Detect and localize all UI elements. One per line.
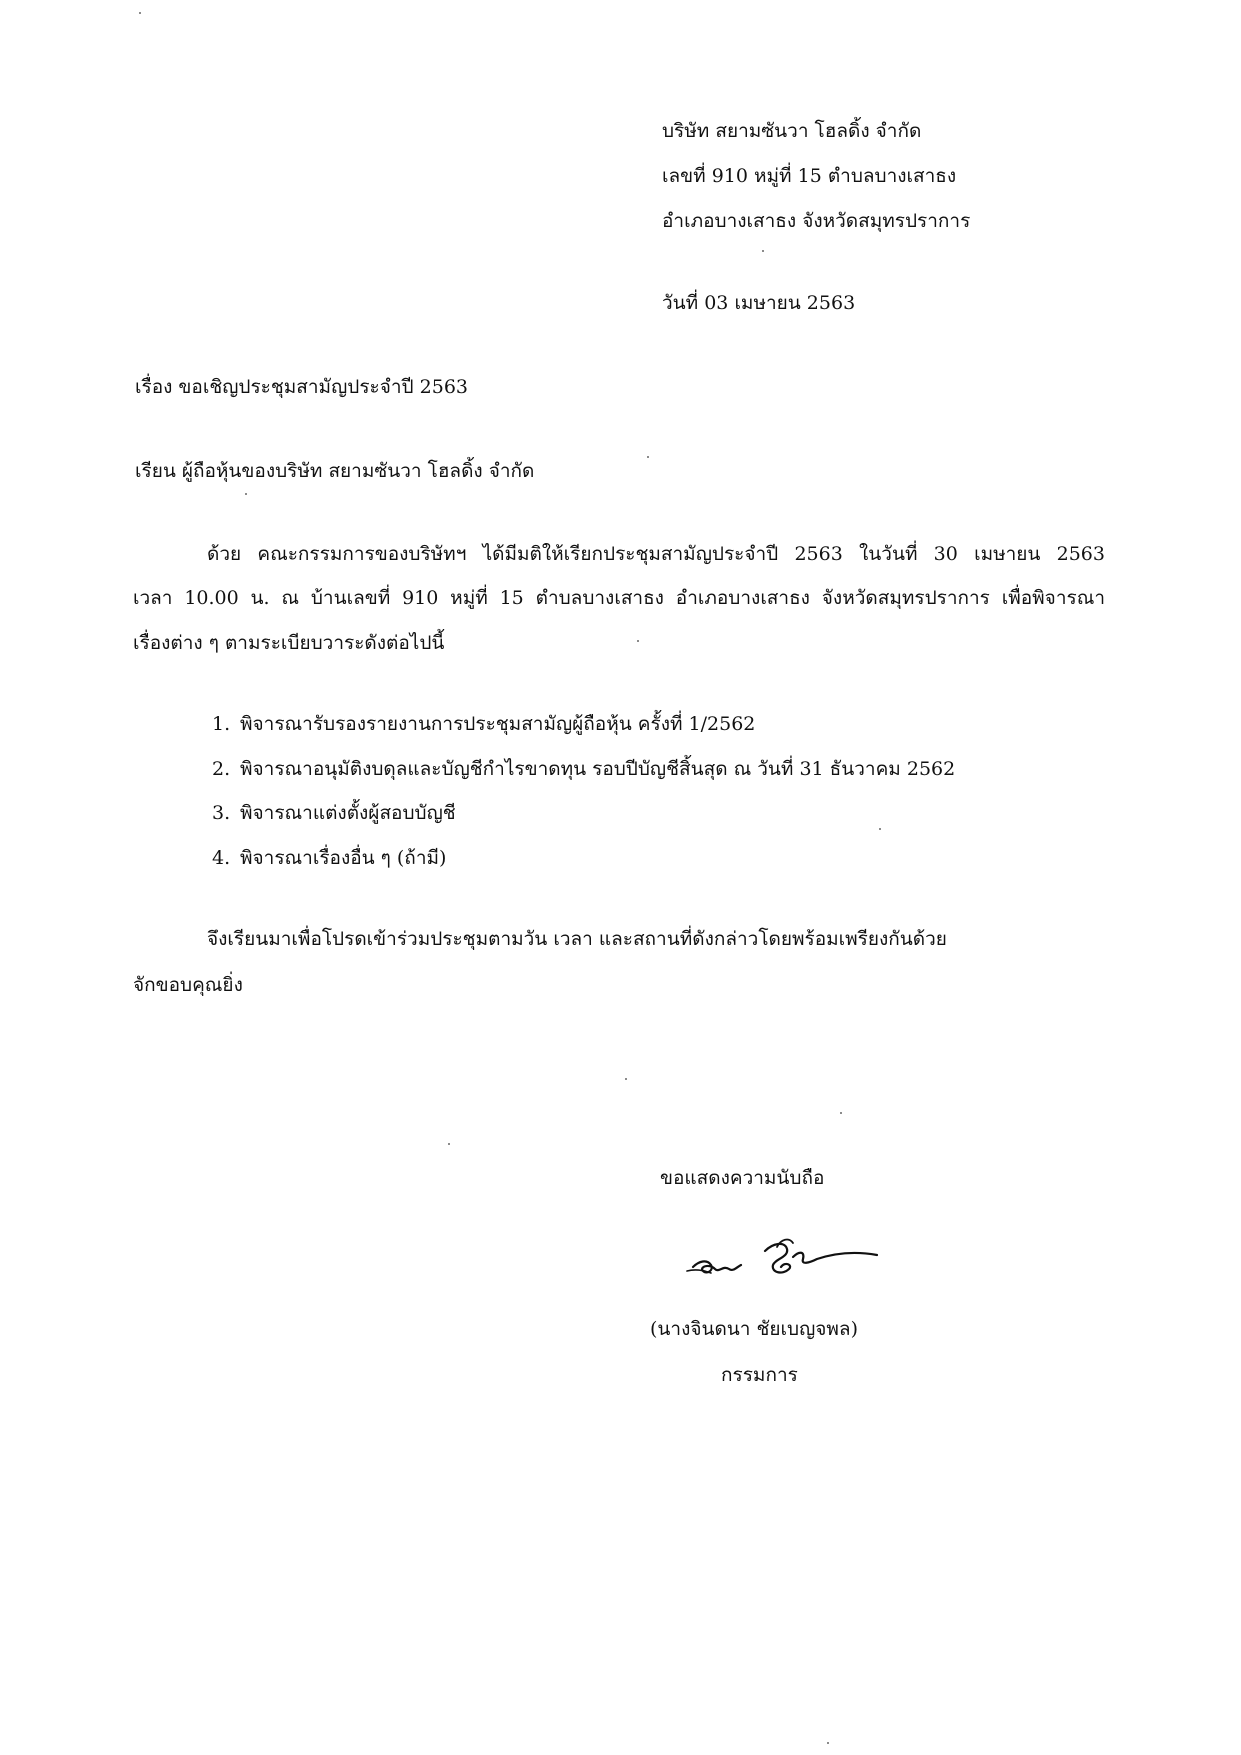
signatory-title: กรรมการ	[721, 1364, 798, 1386]
closing-line2: จักขอบคุณยิ่ง	[133, 974, 243, 996]
letter-recipient: เรียน ผู้ถือหุ้นของบริษัท สยามซันวา โฮลดิ้ง จำกัด	[135, 460, 535, 482]
agenda-item-number: 3.	[212, 802, 231, 824]
letter-subject: เรื่อง ขอเชิญประชุมสามัญประจำปี 2563	[135, 376, 469, 398]
agenda-item-text: พิจารณาอนุมัติงบดุลและบัญชีกำไรขาดทุน รอบปีบัญชีสิ้นสุด ณ วันที่ 31 ธันวาคม 2562	[240, 758, 956, 780]
closing-line1: จึงเรียนมาเพื่อโปรดเข้าร่วมประชุมตามวัน เวลา และสถานที่ดังกล่าวโดยพร้อมเพรียงกันด้วย	[207, 928, 947, 950]
scan-speck	[637, 640, 639, 642]
scan-speck	[647, 456, 649, 458]
agenda-item-text: พิจารณาเรื่องอื่น ๆ (ถ้ามี)	[240, 847, 447, 869]
scan-speck	[840, 1112, 842, 1114]
company-address-line2: อำเภอบางเสาธง จังหวัดสมุทรปราการ	[662, 210, 971, 232]
scan-speck	[625, 1078, 627, 1080]
signatory-name: (นางจินดนา ชัยเบญจพล)	[650, 1318, 858, 1340]
agenda-item-number: 2.	[212, 758, 231, 780]
body-paragraph-line1: ด้วย คณะกรรมการของบริษัทฯ ได้มีมติให้เรียกประชุมสามัญประจำปี 2563 ในวันที่ 30 เมษายน 2563	[207, 543, 1105, 565]
scan-speck	[139, 12, 141, 14]
regards-text: ขอแสดงความนับถือ	[660, 1167, 825, 1189]
letter-date: วันที่ 03 เมษายน 2563	[662, 292, 856, 314]
scan-speck	[245, 493, 247, 495]
agenda-item-number: 1.	[212, 713, 231, 735]
scan-speck	[827, 1742, 829, 1744]
handwritten-signature	[685, 1225, 885, 1295]
scan-speck	[879, 828, 881, 830]
agenda-item-text: พิจารณารับรองรายงานการประชุมสามัญผู้ถือหุ้น ครั้งที่ 1/2562	[240, 713, 756, 735]
company-address-line1: เลขที่ 910 หมู่ที่ 15 ตำบลบางเสาธง	[662, 165, 957, 187]
agenda-item-number: 4.	[212, 847, 231, 869]
scan-speck	[762, 250, 764, 252]
body-paragraph-line2: เวลา 10.00 น. ณ บ้านเลขที่ 910 หมู่ที่ 15 ตำบลบางเสาธง อำเภอบางเสาธง จังหวัดสมุทรปราการ เพื่อพิจารณา	[133, 587, 1105, 609]
agenda-item-text: พิจารณาแต่งตั้งผู้สอบบัญชี	[240, 802, 456, 824]
body-paragraph-line3: เรื่องต่าง ๆ ตามระเบียบวาระดังต่อไปนี้	[133, 632, 445, 654]
scan-speck	[448, 1143, 450, 1145]
company-name: บริษัท สยามซันวา โฮลดิ้ง จำกัด	[662, 120, 922, 142]
